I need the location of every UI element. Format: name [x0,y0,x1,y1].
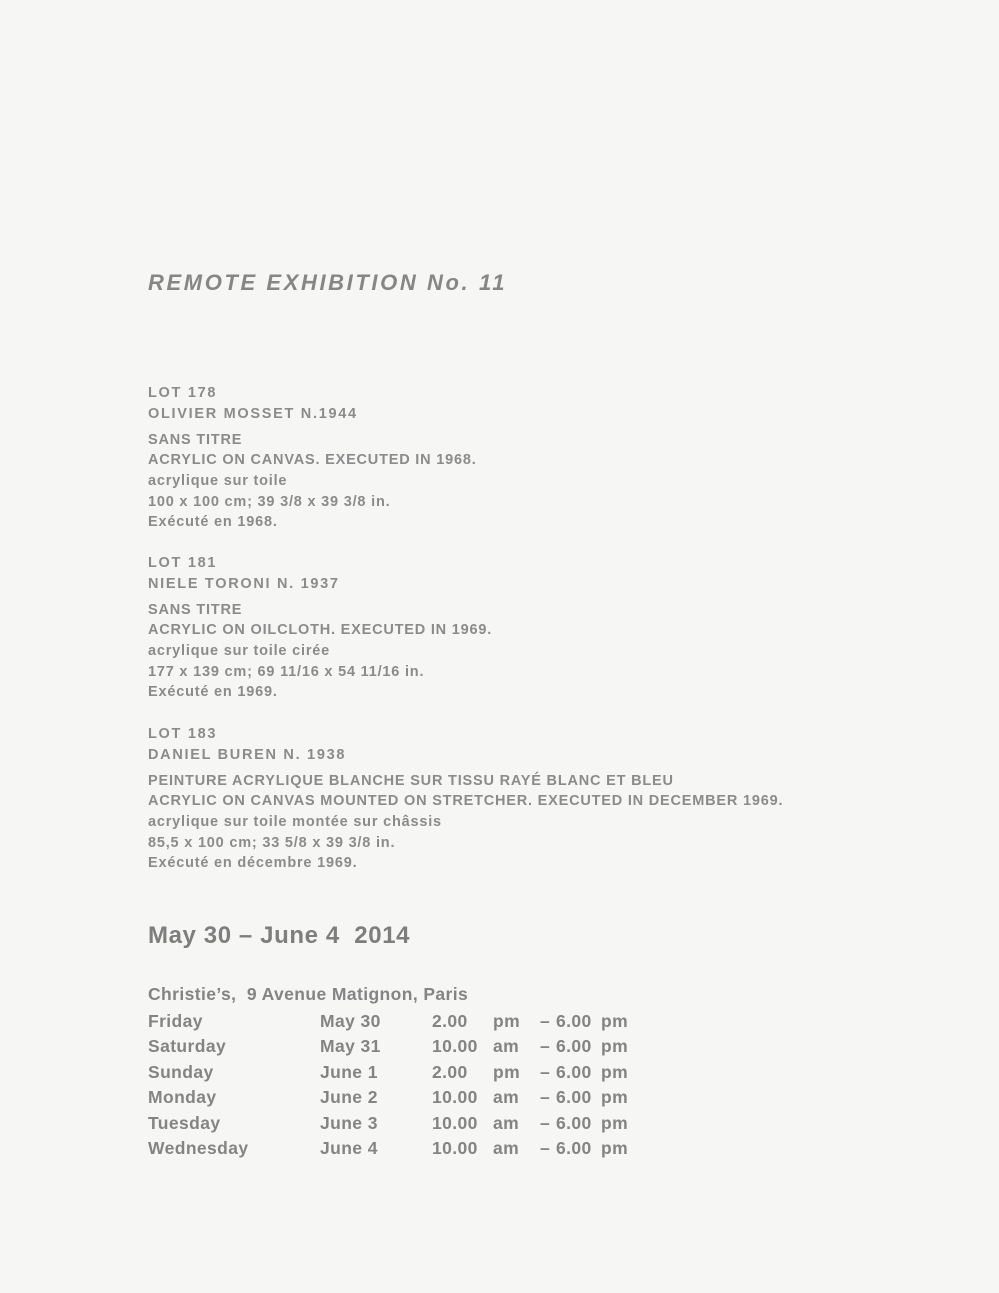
exhibition-dates-heading: May 30 – June 4 2014 [148,922,411,949]
lot-block [148,553,492,703]
lot-heading [148,383,477,425]
schedule-day: Friday [148,1011,203,1031]
lot-artist: OLIVIER MOSSET N.1944 [148,405,358,422]
schedule-end-meridiem: pm [601,1112,629,1133]
schedule-dash: – [540,1087,551,1108]
schedule-end-meridiem: pm [601,1087,629,1108]
schedule-dash: – [540,1061,551,1082]
lot-detail-line: acrylique sur toile montée sur châssis [148,814,442,830]
schedule-start-meridiem: pm [493,1011,521,1031]
schedule-dash: – [540,1112,551,1133]
schedule-end-meridiem: pm [601,1036,629,1057]
schedule-start-time: 10.00 [432,1112,478,1133]
schedule-day: Tuesday [148,1112,221,1133]
schedule-start-meridiem: am [493,1087,520,1108]
lot-block [148,383,477,533]
schedule-row [148,1136,641,1161]
schedule-day: Wednesday [148,1138,249,1159]
lot-detail-line: acrylique sur toile [148,473,288,489]
lot-details [148,430,477,534]
lot-number: LOT 178 [148,385,218,401]
schedule-dash: – [540,1011,551,1031]
schedule-date: June 3 [320,1112,378,1133]
lot-number: LOT 181 [148,555,218,571]
schedule-start-meridiem: am [493,1138,520,1159]
schedule-day: Saturday [148,1036,227,1057]
lot-detail-line: ACRYLIC ON OILCLOTH. EXECUTED IN 1969. [148,622,493,639]
schedule-row [148,1085,641,1110]
schedule-dash: – [540,1138,551,1159]
lot-detail-line: 100 x 100 cm; 39 3/8 x 39 3/8 in. [148,493,391,510]
lot-detail-line: Exécuté en décembre 1969. [148,855,358,872]
venue-line: Christie’s, 9 Avenue Matignon, Paris [148,984,469,1004]
schedule-date: June 1 [320,1061,378,1082]
lot-detail-line: ACRYLIC ON CANVAS MOUNTED ON STRETCHER. EXECUTED IN DECEMBER 1969. [148,793,784,810]
schedule-start-meridiem: am [493,1112,520,1133]
lot-details [148,600,492,704]
schedule-start-time: 10.00 [432,1036,478,1057]
schedule-start-time: 2.00 [432,1011,468,1031]
lot-detail-line: 177 x 139 cm; 69 11/16 x 54 11/16 in. [148,663,425,680]
schedule-start-time: 10.00 [432,1138,478,1159]
schedule-end-meridiem: pm [601,1061,629,1082]
schedule-row [148,1111,641,1136]
schedule-row [148,1060,641,1085]
schedule-start-meridiem: pm [493,1061,521,1082]
schedule-start-time: 2.00 [432,1061,468,1082]
lot-artist: DANIEL BUREN N. 1938 [148,746,347,763]
lot-detail-line: SANS TITRE [148,431,243,448]
lot-heading [148,724,783,766]
schedule-day: Sunday [148,1061,214,1082]
lot-artist: NIELE TORONI N. 1937 [148,575,340,592]
schedule-end-time: 6.00 [556,1087,592,1108]
lot-heading [148,553,492,595]
schedule-date: June 2 [320,1087,378,1108]
schedule-start-time: 10.00 [432,1087,478,1108]
lot-details [148,771,783,875]
schedule-end-meridiem: pm [601,1138,629,1159]
schedule-row [148,1009,641,1034]
page-title: REMOTE EXHIBITION No. 11 [148,270,508,295]
lot-number: LOT 183 [148,726,218,742]
lot-block [148,724,783,874]
lot-detail-line: SANS TITRE [148,601,243,618]
schedule-end-time: 6.00 [556,1036,592,1057]
lot-detail-line: PEINTURE ACRYLIQUE BLANCHE SUR TISSU RAYÉ BLANC ET BLEU [148,772,674,789]
lot-detail-line: 85,5 x 100 cm; 33 5/8 x 39 3/8 in. [148,834,396,851]
lot-detail-line: Exécuté en 1969. [148,684,278,701]
schedule-day: Monday [148,1087,217,1108]
schedule-end-time: 6.00 [556,1061,592,1082]
schedule-end-time: 6.00 [556,1138,592,1159]
lot-detail-line: Exécuté en 1968. [148,514,278,531]
schedule-end-meridiem: pm [601,1011,629,1031]
lot-detail-line: acrylique sur toile cirée [148,643,330,659]
schedule-date: June 4 [320,1138,378,1159]
schedule-date: May 30 [320,1011,381,1031]
schedule-row [148,1034,641,1059]
schedule-end-time: 6.00 [556,1011,592,1031]
schedule-date: May 31 [320,1036,381,1057]
schedule-dash: – [540,1036,551,1057]
schedule-start-meridiem: am [493,1036,520,1057]
schedule-end-time: 6.00 [556,1112,592,1133]
lot-detail-line: ACRYLIC ON CANVAS. EXECUTED IN 1968. [148,452,477,469]
schedule-table [148,1009,641,1162]
